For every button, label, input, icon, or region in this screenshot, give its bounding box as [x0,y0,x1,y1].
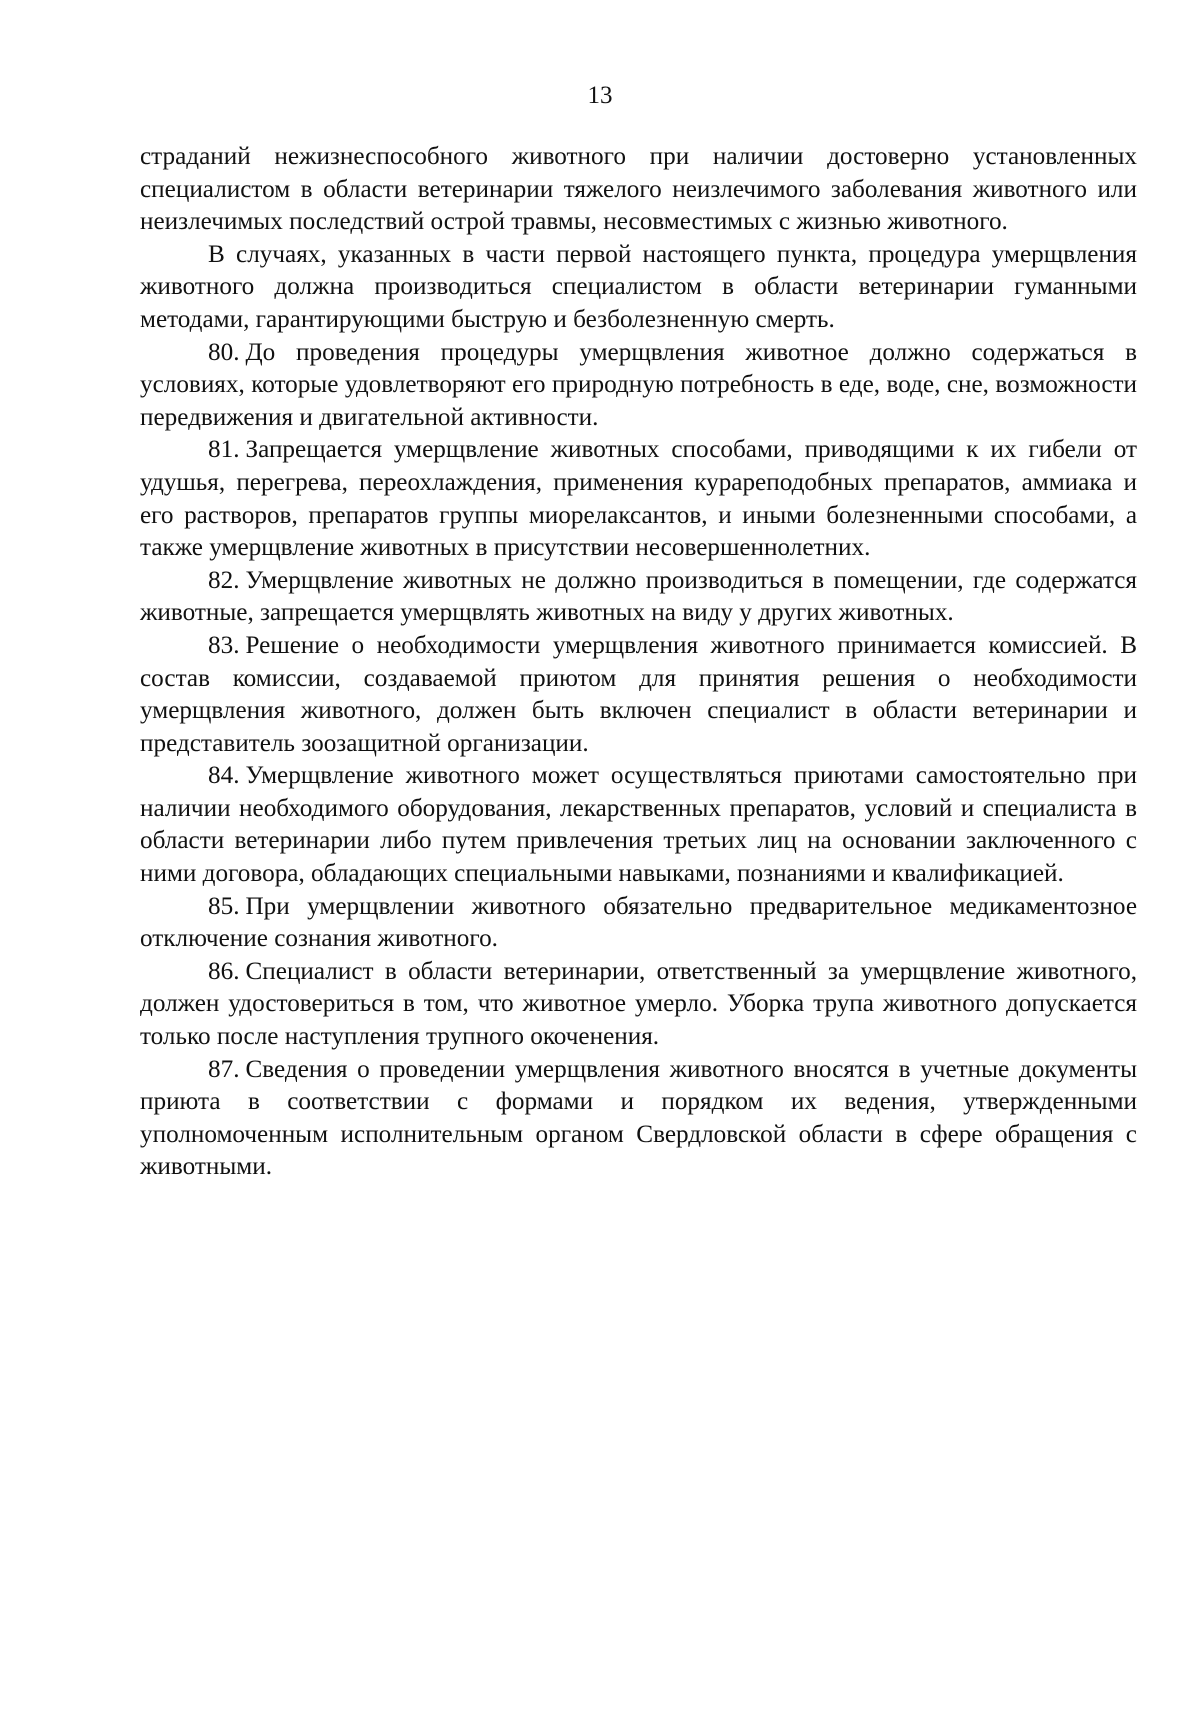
page-number: 13 [587,82,613,109]
paragraph-text: страданий нежизнеспособного животного при наличии достоверно установленных специалистом в области ветеринарии тяжелого неизлечимого заболевания животного или неизлечимых последствий острой травмы, несовместимых с жизнью животного. [140,143,1137,236]
clause-number: 80. [208,338,240,366]
clause-text: Решение о необходимости умерщвления животного принимается комиссией. В состав комиссии, создаваемой приютом для принятия решения о необходимости умерщвления животного, должен быть включен специалист в области ветеринарии и представитель зоозащитной организации. [140,631,1137,757]
clause-number: 85. [208,892,240,920]
clause-85 [140,891,1137,956]
clause-82 [140,565,1137,630]
clause-number: 83. [208,631,240,659]
clause-81 [140,434,1137,564]
clause-text: Умерщвление животного может осуществляться приютами самостоятельно при наличии необходимого оборудования, лекарственных препаратов, условий и специалиста в области ветеринарии либо путем привлечения третьих лиц на основании заключенного с ними договора, обладающих специальными навыками, познаниями и квалификацией. [140,762,1137,888]
clause-number: 81. [208,436,240,464]
clause-number: 84. [208,762,240,790]
clause-80 [140,337,1137,435]
clause-text: Сведения о проведении умерщвления животного вносятся в учетные документы приюта в соответствии с формами и порядком их ведения, утвержденными уполномоченным исполнительным органом Свердловской области в сфере обращения с животными. [140,1055,1137,1181]
clause-text: Запрещается умерщвление животных способами, приводящими к их гибели от удушья, перегрева, переохлаждения, применения курареподобных препаратов, аммиака и его растворов, препаратов группы миорелаксантов, и иными болезненными способами, а также умерщвление животных в присутствии несовершеннолетних. [140,436,1137,562]
clause-number: 82. [208,566,240,594]
clause-number: 86. [208,957,240,985]
clause-text: До проведения процедуры умерщвления животное должно содержаться в условиях, которые удовлетворяют его природную потребность в еде, воде, сне, возможности передвижения и двигательной активности. [140,338,1137,431]
clause-text: Специалист в области ветеринарии, ответственный за умерщвление животного, должен удостовериться в том, что животное умерло. Уборка трупа животного допускается только после наступления трупного окоченения. [140,957,1137,1051]
paragraph-continuation [140,141,1137,239]
clause-text: Умерщвление животных не должно производиться в помещении, где содержатся животные, запрещается умерщвлять животных на виду у других животных. [140,566,1137,627]
clause-text: При умерщвлении животного обязательно предварительное медикаментозное отключение сознания животного. [140,892,1137,953]
document-body [140,141,1137,1184]
paragraph-euthanasia-procedure [140,239,1137,337]
clause-number: 87. [208,1055,240,1083]
clause-87 [140,1054,1137,1184]
clause-83 [140,630,1137,760]
clause-86 [140,956,1137,1054]
paragraph-text: В случаях, указанных в части первой настоящего пункта, процедура умерщвления животного должна производиться специалистом в области ветеринарии гуманными методами, гарантирующими быструю и безболезненную смерть. [140,240,1137,333]
clause-84 [140,760,1137,890]
